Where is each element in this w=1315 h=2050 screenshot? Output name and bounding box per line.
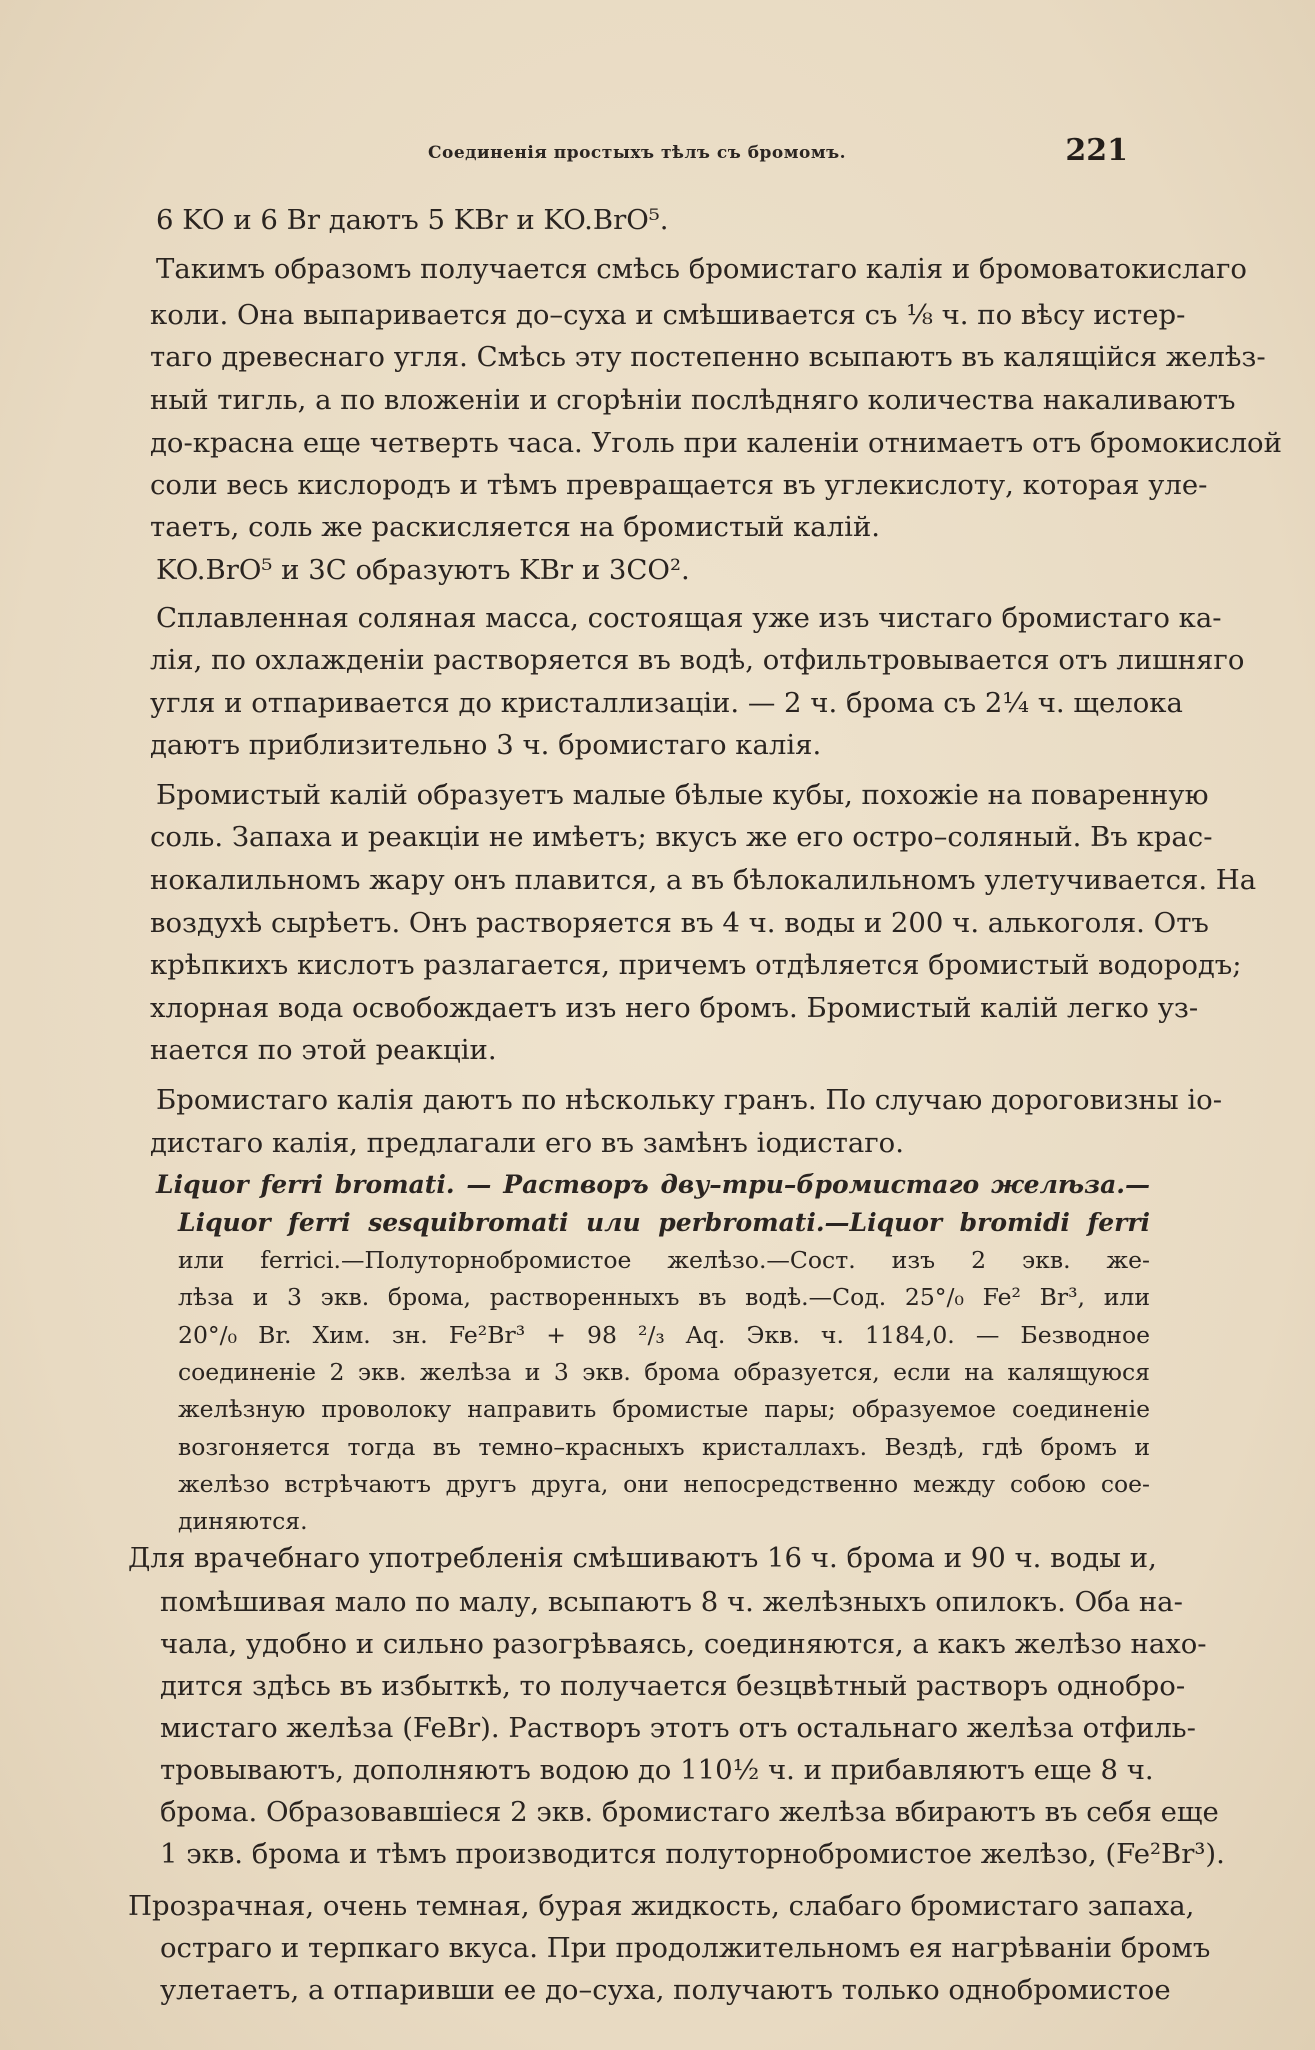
monograph-title-line: Liquor ferri sesquibromati или perbromati.—Liquor bromidi ferri (178, 1208, 1150, 1237)
text-line: тровываютъ, дополняютъ водою до 110½ ч. и прибавляютъ еще 8 ч. (160, 1754, 1154, 1786)
text-line: Прозрачная, очень темная, бурая жидкость, слабаго бромистаго запаха, (128, 1890, 1195, 1922)
text-line: 20°/₀ Br. Хим. зн. Fe²Br³ + 98 ²/₃ Aq. Экв. ч. 1184,0. — Безводное (178, 1321, 1150, 1349)
text-line: воздухѣ сырѣетъ. Онъ растворяется въ 4 ч. воды и 200 ч. алькоголя. Отъ (150, 907, 1209, 939)
text-line: улетаетъ, а отпаривши ее до–суха, получаютъ только однобромистое (160, 1974, 1171, 2006)
text-line: соединеніе 2 экв. желѣза и 3 экв. брома образуется, если на калящуюся (178, 1358, 1150, 1386)
text-line: чала, удобно и сильно разогрѣваясь, соединяются, а какъ желѣзо нахо- (160, 1628, 1207, 1660)
running-head: Соединенія простыхъ тѣлъ съ бромомъ. (428, 143, 847, 163)
text-line: дистаго калія, предлагали его въ замѣнъ іодистаго. (150, 1127, 904, 1159)
text-line: лѣза и 3 экв. брома, растворенныхъ въ водѣ.—Сод. 25°/₀ Fe² Br³, или (178, 1283, 1150, 1311)
text-line: остраго и терпкаго вкуса. При продолжительномъ ея нагрѣваніи бромъ (160, 1932, 1211, 1964)
text-line: соли весь кислородъ и тѣмъ превращается въ углекислоту, которая уле- (150, 469, 1208, 501)
text-line: таго древеснаго угля. Смѣсь эту постепенно всыпаютъ въ калящійся желѣз- (150, 341, 1266, 373)
text-line: даютъ приблизительно 3 ч. бромистаго калія. (150, 729, 822, 761)
text-line: Для врачебнаго употребленія смѣшиваютъ 16 ч. брома и 90 ч. воды и, (128, 1542, 1157, 1574)
page-header (420, 133, 1140, 183)
text-line: 6 KO и 6 Br даютъ 5 KBr и KO.BrO⁵. (156, 204, 669, 236)
monograph-title-line: Liquor ferri bromati. — Растворъ дву–три–бромистаго желѣза.— (156, 1170, 1150, 1199)
text-line: угля и отпаривается до кристаллизаціи. — 2 ч. брома съ 2¼ ч. щелока (150, 687, 1183, 719)
text-line: возгоняется тогда въ темно–красныхъ кристаллахъ. Вездѣ, гдѣ бромъ и (178, 1433, 1150, 1461)
text-line: 1 экв. брома и тѣмъ производится полуторнобромистое желѣзо, (Fe²Br³). (160, 1838, 1225, 1870)
page-number: 221 (1065, 133, 1128, 168)
text-line: хлорная вода освобождаетъ изъ него бромъ. Бромистый калій легко уз- (150, 992, 1199, 1024)
text-line: KO.BrO⁵ и 3C образуютъ KBr и 3CO². (156, 554, 690, 586)
text-line: или ferrici.—Полуторнобромистое желѣзо.—Сост. изъ 2 экв. же- (178, 1246, 1150, 1274)
text-line: Такимъ образомъ получается смѣсь бромистаго калія и бромоватокислаго (156, 253, 1247, 285)
text-line: брома. Образовавшіеся 2 экв. бромистаго желѣза вбираютъ въ себя еще (160, 1796, 1219, 1828)
text-line: таетъ, соль же раскисляется на бромистый калій. (150, 511, 881, 543)
text-line: Сплавленная соляная масса, состоящая уже изъ чистаго бромистаго ка- (156, 602, 1222, 634)
text-line: соль. Запаха и реакціи не имѣетъ; вкусъ же его остро–соляный. Въ крас- (150, 821, 1213, 853)
text-line: нокалильномъ жару онъ плавится, а въ бѣлокалильномъ улетучивается. На (150, 864, 1257, 896)
text-line: Бромистаго калія даютъ по нѣскольку гранъ. По случаю дороговизны іо- (156, 1084, 1223, 1116)
text-line: мистаго желѣза (FeBr). Растворъ этотъ отъ остальнаго желѣза отфиль- (160, 1712, 1196, 1744)
text-line: нается по этой реакціи. (150, 1034, 497, 1066)
text-line: крѣпкихъ кислотъ разлагается, причемъ отдѣляется бромистый водородъ; (150, 949, 1242, 981)
text-line: диняются. (178, 1507, 308, 1535)
text-line: желѣзную проволоку направить бромистые пары; образуемое соединеніе (178, 1395, 1150, 1423)
text-line: дится здѣсь въ избыткѣ, то получается безцвѣтный растворъ однобро- (160, 1670, 1186, 1702)
text-line: желѣзо встрѣчаютъ другъ друга, они непосредственно между собою сое- (178, 1470, 1150, 1498)
text-line: Бромистый калій образуетъ малые бѣлые кубы, похожіе на поваренную (156, 779, 1209, 811)
text-line: коли. Она выпаривается до–суха и смѣшивается съ ⅛ ч. по вѣсу истер- (150, 299, 1186, 331)
text-line: лія, по охлажденіи растворяется въ водѣ, отфильтровывается отъ лишняго (150, 644, 1245, 676)
text-line: до-красна еще четверть часа. Уголь при каленіи отнимаетъ отъ бромокислой (150, 427, 1282, 459)
text-line: помѣшивая мало по малу, всыпаютъ 8 ч. желѣзныхъ опилокъ. Оба на- (160, 1586, 1183, 1618)
text-line: ный тигль, а по вложеніи и сгорѣніи послѣдняго количества накаливаютъ (150, 384, 1236, 416)
